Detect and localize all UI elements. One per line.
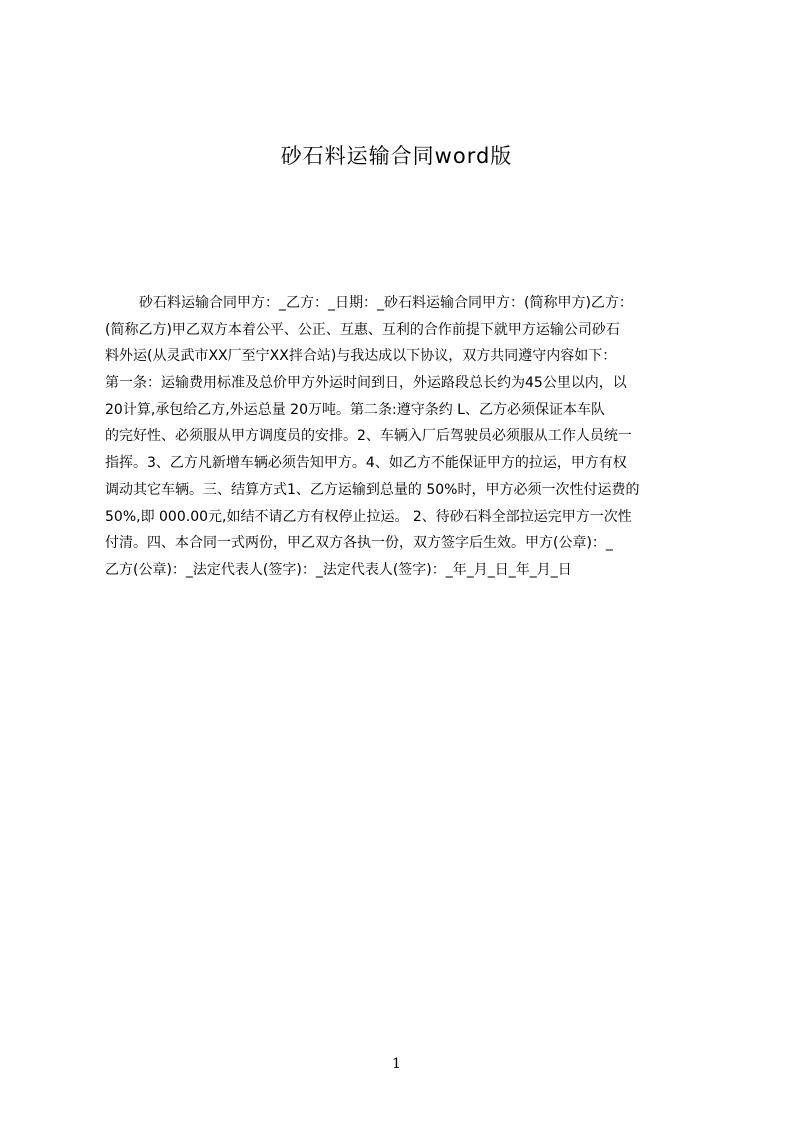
document-title: 砂石料运输合同word版 (280, 144, 513, 168)
body-line: (简称乙方)甲乙双方本着公平、公正、互惠、互利的合作前提下就甲方运输公司砂石 (105, 321, 620, 338)
body-line: 20计算,承包给乙方,外运总量 20万吨。第二条:遵守条约 L、乙方必须保证本车队 (105, 401, 605, 418)
body-line: 调动其它车辆。三、结算方式1、乙方运输到总量的 50%时，甲方必须一次性付运费的 (105, 481, 640, 498)
body-line: 第一条：运输费用标准及总价甲方外运时间到日，外运路段总长约为45公里以内，以 (105, 375, 627, 392)
body-line: 的完好性、必须服从甲方调度员的安排。2、车辆入厂后驾驶员必须服从工作人员统一 (105, 428, 632, 445)
body-line: 付清。四、本合同一式两份，甲乙双方各执一份，双方签字后生效。甲方(公章)：_ (105, 535, 613, 552)
page-number: 1 (392, 1056, 401, 1072)
body-line: 50%,即 000.00元,如结不请乙方有权停止拉运。 2、待砂石料全部拉运完甲方一次性 (105, 508, 632, 525)
body-line: 乙方(公章)：_法定代表人(签字)：_法定代表人(签字)：_年_月_日_年_月_日 (105, 561, 572, 578)
contract-body (105, 290, 697, 584)
body-line: 料外运(从灵武市XX厂至宁XX拌合站)与我达成以下协议，双方共同遵守内容如下： (105, 348, 617, 365)
body-line: 砂石料运输合同甲方：_乙方：_日期：_砂石料运输合同甲方：(简称甲方)乙方： (139, 295, 633, 311)
body-line: 指挥。3、乙方凡新增车辆必须告知甲方。4、如乙方不能保证甲方的拉运，甲方有权 (105, 455, 627, 472)
